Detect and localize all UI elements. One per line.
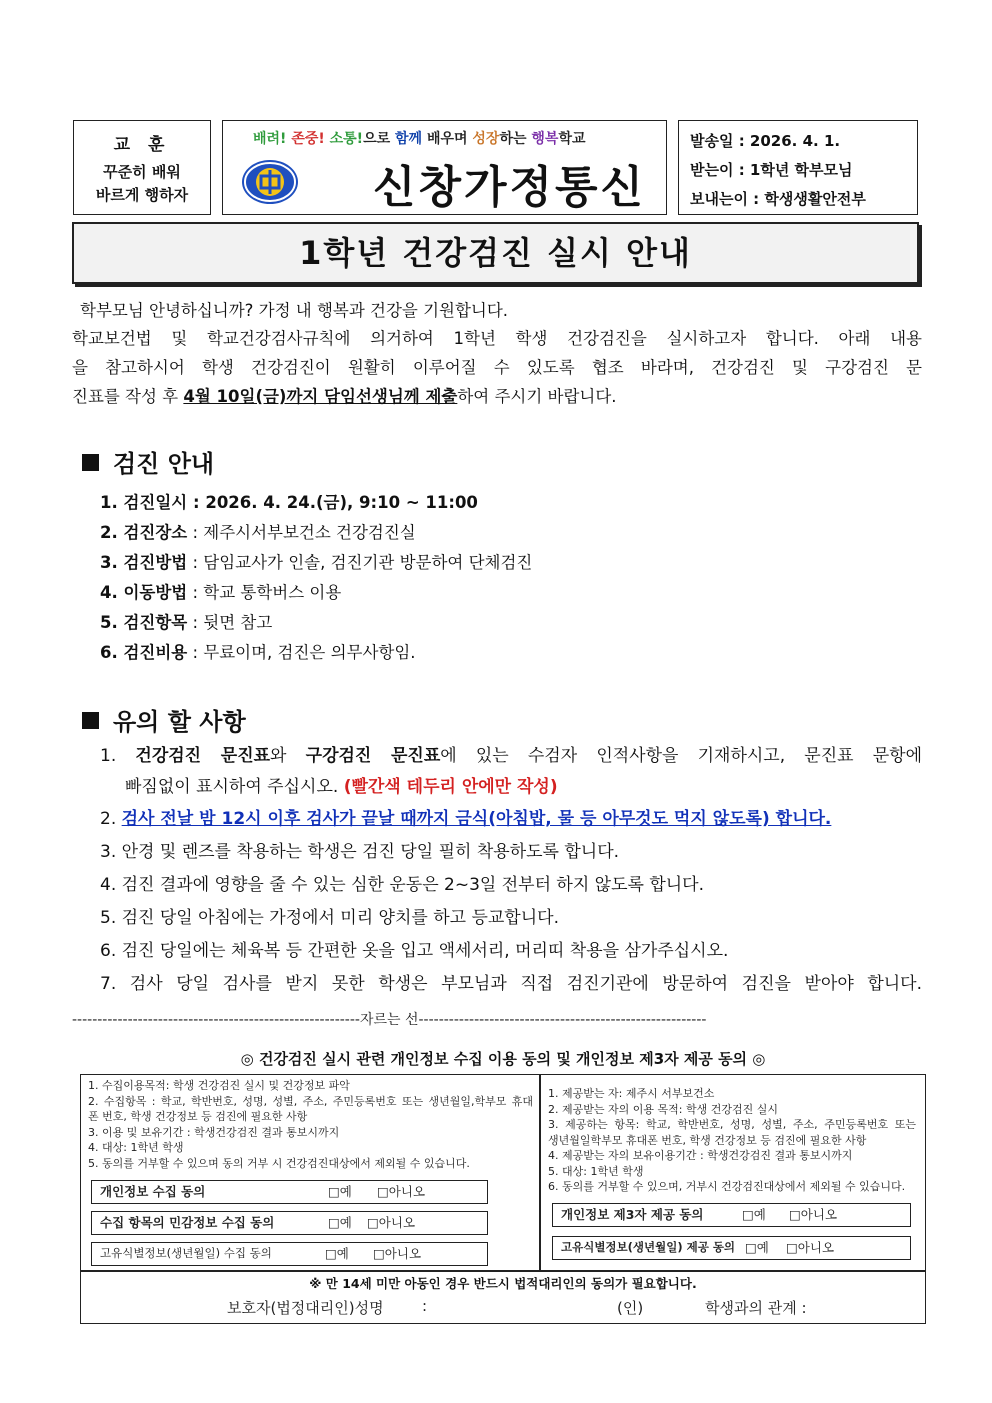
yes-checkbox[interactable]: □예 [745,1240,769,1255]
relation-label: 학생과의 관계 : [705,1299,807,1317]
exam-item-label: 4. 이동방법 [100,583,188,602]
sender: 보내는이 : 학생생활안전부 [690,190,866,208]
exam-item [100,519,416,543]
consent-option-row [552,1203,911,1227]
exam-item-value: : 뒷면 참고 [187,613,273,632]
consent-option-row [91,1211,488,1235]
intro-greeting: 학부모님 안녕하십니까? 가정 내 행복과 건강을 기원합니다. [80,301,509,320]
consent-option-label: 개인정보 제3자 제공 동의 [561,1207,704,1222]
caution-note-7: 7. 검사 당일 검사를 받지 못한 학생은 부모님과 직접 검진기관에 방문하여 검진을 받아야 합니다. [100,974,922,994]
no-checkbox[interactable]: □아니오 [786,1240,835,1255]
note-text: 빠짐없이 표시하여 주십시오. [125,777,344,797]
consent-text-line: 5. 동의를 거부할 수 있으며 동의 거부 시 건강검진대상에서 제외될 수 있습니다. [88,1156,470,1170]
minor-consent-notice: ※ 만 14세 미만 아동인 경우 반드시 법적대리인의 동의가 필요합니다. [309,1276,697,1291]
consent-option-row [552,1236,911,1260]
slogan-word: 존중! [291,131,325,147]
no-checkbox[interactable]: □아니오 [373,1246,422,1261]
exam-item-value: : 제주시서부보건소 건강검진실 [187,523,416,542]
section-title: 유의 할 사항 [113,708,246,736]
exam-item [100,639,416,663]
caution-note-2 [100,804,922,834]
newsletter-banner [222,120,667,215]
guardian-name-colon: : [422,1297,428,1315]
consent-text-line: 5. 대상: 1학년 학생 [548,1164,644,1178]
page-title: 1학년 건강검진 실시 안내 [72,222,919,284]
note-bold: 구강검진 문진표 [305,746,441,766]
yes-checkbox[interactable]: □예 [328,1184,352,1199]
school-motto-box [73,120,211,215]
exam-item-value: : 담임교사가 인솔, 검진기관 방문하여 단체검진 [187,553,533,572]
exam-item-label: 5. 검진항목 [100,613,188,632]
send-date: 발송일 : 2026. 4. 1. [690,132,841,150]
square-bullet-icon [82,454,99,471]
square-bullet-icon [82,712,99,729]
consent-text-line: 2. 제공받는 자의 이용 목적: 학생 건강검진 실시 [548,1102,778,1116]
school-emblem-icon [241,159,299,205]
divider [539,1075,541,1270]
consent-left-text [88,1078,533,1171]
consent-text-line: 2. 수집항목 : 학교, 학반번호, 성명, 성별, 주소, 주민등록번호 또는 생년월일,학부모 휴대 [88,1094,533,1108]
fasting-notice: 검사 전날 밤 12시 이후 검사가 끝날 때까지 금식(아침밥, 물 등 아무것도 먹지 않도록) 합니다. [121,809,832,829]
consent-option-label: 개인정보 수집 동의 [100,1184,206,1199]
motto-title: 교 훈 [113,135,171,155]
caution-note-3: 3. 안경 및 렌즈를 착용하는 학생은 검진 당일 필히 착용하도록 합니다. [100,842,620,862]
send-info-box [678,120,918,215]
seal-mark: (인) [617,1299,644,1317]
motto-line-2: 바르게 행하자 [95,186,189,204]
consent-form [80,1074,926,1324]
intro-line: 학교보건법 및 학교건강검사규칙에 의거하여 1학년 학생 건강검진을 실시하고자 합니다. 아래 내용 [72,329,922,348]
exam-item [100,489,478,513]
cut-line: ---------------------------------------------------------자르는 선--------------------------------------------------------- [72,1012,707,1028]
caution-note-6: 6. 검진 당일에는 체육복 등 간편한 옷을 입고 액세서리, 머리띠 착용을 삼가주십시오. [100,941,729,961]
intro-text: 진표를 작성 후 [72,387,184,406]
exam-item [100,579,341,603]
consent-text-line: 6. 동의를 거부할 수 있으며, 거부시 건강검진대상에서 제외될 수 있습니다. [548,1180,906,1193]
exam-item-label: 2. 검진장소 [100,523,188,542]
caution-note-4: 4. 검진 결과에 영향을 줄 수 있는 심한 운동은 2~3일 전부터 하지 않도록 합니다. [100,875,704,895]
red-border-notice: (빨간색 테두리 안에만 작성) [343,777,558,797]
no-checkbox[interactable]: □아니오 [789,1207,838,1222]
section-title: 검진 안내 [113,450,215,478]
deadline-notice: 4월 10일(금)까지 담임선생님께 제출 [183,387,458,406]
exam-item-label: 3. 검진방법 [100,553,188,572]
slogan-word: 행복 [531,131,559,147]
note-number: 1. [100,746,136,766]
exam-item-label: 1. 검진일시 [100,493,188,512]
newsletter-title: 신창가정통신 [373,162,647,213]
caution-note-1 [100,741,922,771]
consent-text-line: 1. 수집이용목적: 학생 건강검진 실시 및 건강정보 파악 [88,1079,350,1092]
exam-section-heading [82,444,214,479]
consent-title: ◎ 건강검진 실시 관련 개인정보 수집 이용 동의 및 개인정보 제3자 제공 동의 ◎ [240,1050,766,1068]
consent-option-label: 고유식별정보(생년월일) 제공 동의 [561,1240,736,1254]
slogan-word: 하는 [499,131,527,147]
note-number: 2. [100,809,122,829]
exam-item [100,609,272,633]
consent-right-text [548,1086,916,1195]
slogan-word: 성장 [472,131,500,147]
consent-text-line: 폰 번호, 학생 건강정보 등 검진에 필요한 사항 [88,1110,308,1123]
consent-option-label: 수집 항목의 민감정보 수집 동의 [100,1215,275,1230]
motto-line-1: 꾸준히 배워 [103,163,181,181]
consent-option-row [91,1242,488,1266]
yes-checkbox[interactable]: □예 [325,1246,349,1261]
consent-option-row [91,1180,488,1204]
exam-item-value: : 무료이며, 검진은 의무사항임. [187,643,416,662]
yes-checkbox[interactable]: □예 [742,1207,766,1222]
school-slogan [253,128,586,148]
recipient: 받는이 : 1학년 학부모님 [690,161,853,179]
caution-note-1-cont [125,772,947,802]
exam-item [100,549,532,573]
slogan-word: 함께 [395,131,423,147]
exam-item-value: : 2026. 4. 24.(금), 9:10 ~ 11:00 [187,493,478,512]
caution-section-heading [82,702,246,737]
note-text: 에 있는 수검자 인적사항을 기재하시고, 문진표 문항에 [440,746,922,766]
no-checkbox[interactable]: □아니오 [377,1184,426,1199]
consent-text-line: 3. 이용 및 보유기간 : 학생건강검진 결과 통보시까지 [88,1125,340,1139]
intro-text: 하여 주시기 바랍니다. [457,387,617,406]
consent-text-line: 4. 제공받는 자의 보유이용기간 : 학생건강검진 결과 통보시까지 [548,1149,853,1162]
exam-item-value: : 학교 통학버스 이용 [187,583,342,602]
yes-checkbox[interactable]: □예 [328,1215,352,1230]
consent-text-line: 3. 제공하는 항목: 학교, 학반번호, 성명, 성별, 주소, 주민등록번호 또는 [548,1118,916,1131]
exam-item-label: 6. 검진비용 [100,643,188,662]
consent-text-line: 1. 제공받는 자: 제주시 서부보건소 [548,1087,715,1100]
no-checkbox[interactable]: □아니오 [367,1215,416,1230]
caution-note-5: 5. 검진 당일 아침에는 가정에서 미리 양치를 하고 등교합니다. [100,908,559,928]
slogan-word: 배려! [253,131,287,147]
guardian-name-label: 보호자(법정대리인)성명 [227,1299,384,1317]
divider [81,1270,925,1272]
slogan-word: 으로 [363,131,391,147]
slogan-word: 배우며 [426,131,468,147]
intro-line: 을 참고하시어 학생 건강검진이 원활히 이루어질 수 있도록 협조 바라며, 건강검진 및 구강검진 문 [72,358,922,377]
slogan-word: 소통! [329,131,364,147]
consent-text-line: 생년월일학부모 휴대폰 번호, 학생 건강정보 등 검진에 필요한 사항 [548,1133,867,1147]
consent-option-label: 고유식별정보(생년월일) 수집 동의 [100,1246,272,1260]
slogan-word: 학교 [558,131,586,147]
consent-text-line: 4. 대상: 1학년 학생 [88,1141,184,1154]
note-bold: 건강검진 문진표 [135,746,271,766]
note-text: 와 [270,746,306,766]
intro-line [72,382,922,411]
